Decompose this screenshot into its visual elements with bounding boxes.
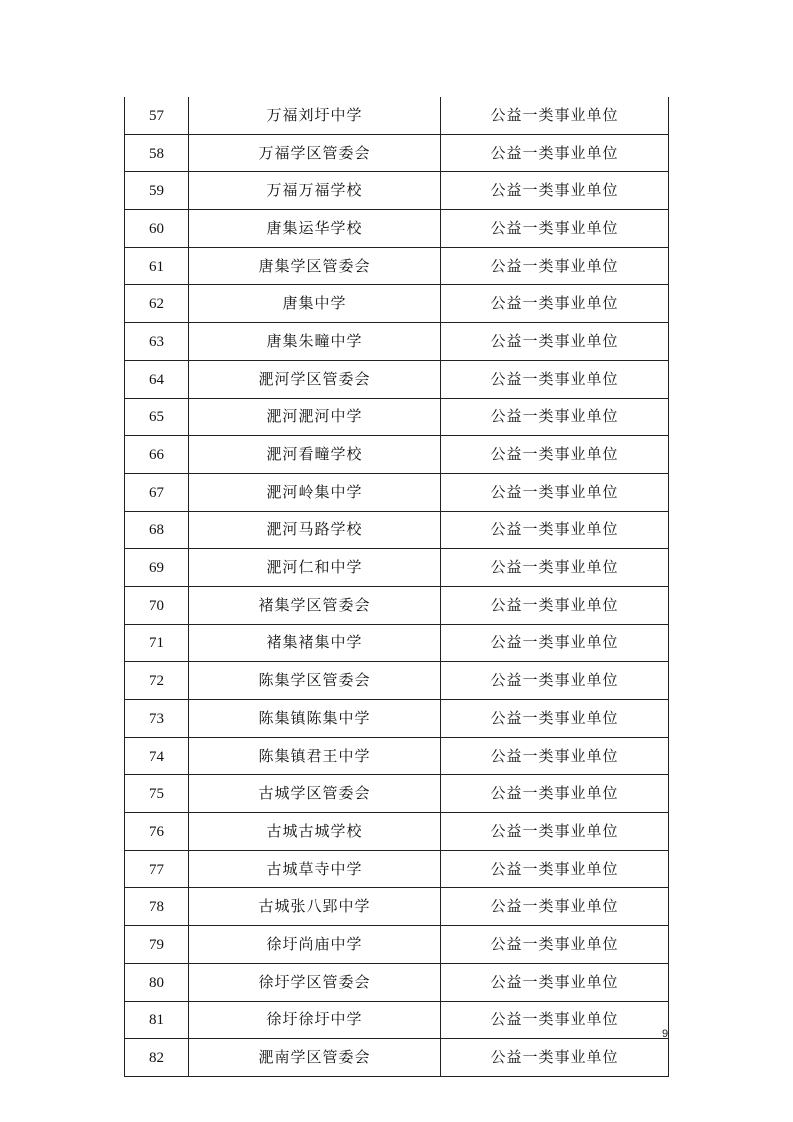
table-row (125, 963, 669, 1001)
unit-category-cell: 公益一类事业单位 (441, 511, 669, 549)
row-number-cell: 57 (125, 97, 189, 134)
unit-name-cell: 淝河马路学校 (189, 511, 441, 549)
unit-name-cell: 古城张八郢中学 (189, 888, 441, 926)
row-number-cell: 79 (125, 926, 189, 964)
row-number-cell: 62 (125, 285, 189, 323)
unit-category-cell: 公益一类事业单位 (441, 210, 669, 248)
row-number-cell: 75 (125, 775, 189, 813)
unit-name-cell: 淝河岭集中学 (189, 473, 441, 511)
row-number-cell: 74 (125, 737, 189, 775)
row-number-cell: 65 (125, 398, 189, 436)
row-number-cell: 68 (125, 511, 189, 549)
unit-name-cell: 陈集学区管委会 (189, 662, 441, 700)
table-row (125, 473, 669, 511)
unit-name-cell: 万福刘圩中学 (189, 97, 441, 134)
unit-name-cell: 陈集镇陈集中学 (189, 700, 441, 738)
unit-category-cell: 公益一类事业单位 (441, 172, 669, 210)
unit-name-cell: 淝河淝河中学 (189, 398, 441, 436)
row-number-cell: 58 (125, 134, 189, 172)
row-number-cell: 71 (125, 624, 189, 662)
table-row (125, 1001, 669, 1039)
unit-name-cell: 褚集褚集中学 (189, 624, 441, 662)
row-number-cell: 66 (125, 436, 189, 474)
row-number-cell: 72 (125, 662, 189, 700)
table-row (125, 172, 669, 210)
table-row (125, 360, 669, 398)
unit-category-cell: 公益一类事业单位 (441, 360, 669, 398)
table-row (125, 323, 669, 361)
table-row (125, 700, 669, 738)
table-row (125, 436, 669, 474)
table-row (125, 549, 669, 587)
table-row (125, 737, 669, 775)
row-number-cell: 61 (125, 247, 189, 285)
table-row (125, 1039, 669, 1077)
unit-name-cell: 淝南学区管委会 (189, 1039, 441, 1077)
unit-name-cell: 万福学区管委会 (189, 134, 441, 172)
table-row (125, 586, 669, 624)
row-number-cell: 76 (125, 813, 189, 851)
unit-name-cell: 唐集运华学校 (189, 210, 441, 248)
unit-category-cell: 公益一类事业单位 (441, 775, 669, 813)
unit-category-cell: 公益一类事业单位 (441, 624, 669, 662)
table-row (125, 247, 669, 285)
unit-name-cell: 唐集中学 (189, 285, 441, 323)
institution-table (124, 97, 669, 1077)
row-number-cell: 80 (125, 963, 189, 1001)
unit-name-cell: 淝河学区管委会 (189, 360, 441, 398)
unit-name-cell: 古城学区管委会 (189, 775, 441, 813)
table-row (125, 813, 669, 851)
table-row (125, 888, 669, 926)
table-row (125, 285, 669, 323)
row-number-cell: 60 (125, 210, 189, 248)
row-number-cell: 78 (125, 888, 189, 926)
unit-name-cell: 徐圩尚庙中学 (189, 926, 441, 964)
row-number-cell: 69 (125, 549, 189, 587)
unit-category-cell: 公益一类事业单位 (441, 473, 669, 511)
unit-category-cell: 公益一类事业单位 (441, 700, 669, 738)
unit-category-cell: 公益一类事业单位 (441, 97, 669, 134)
table-body (125, 97, 669, 1076)
row-number-cell: 67 (125, 473, 189, 511)
unit-category-cell: 公益一类事业单位 (441, 963, 669, 1001)
table-row (125, 398, 669, 436)
row-number-cell: 73 (125, 700, 189, 738)
unit-name-cell: 唐集学区管委会 (189, 247, 441, 285)
unit-category-cell: 公益一类事业单位 (441, 323, 669, 361)
unit-category-cell: 公益一类事业单位 (441, 436, 669, 474)
row-number-cell: 64 (125, 360, 189, 398)
table-row (125, 97, 669, 134)
unit-category-cell: 公益一类事业单位 (441, 813, 669, 851)
table-row (125, 210, 669, 248)
row-number-cell: 82 (125, 1039, 189, 1077)
unit-name-cell: 万福万福学校 (189, 172, 441, 210)
unit-name-cell: 古城古城学校 (189, 813, 441, 851)
unit-category-cell: 公益一类事业单位 (441, 586, 669, 624)
unit-name-cell: 陈集镇君王中学 (189, 737, 441, 775)
table-row (125, 624, 669, 662)
row-number-cell: 77 (125, 850, 189, 888)
unit-category-cell: 公益一类事业单位 (441, 549, 669, 587)
unit-category-cell: 公益一类事业单位 (441, 134, 669, 172)
unit-category-cell: 公益一类事业单位 (441, 662, 669, 700)
row-number-cell: 59 (125, 172, 189, 210)
unit-category-cell: 公益一类事业单位 (441, 247, 669, 285)
unit-name-cell: 淝河看疃学校 (189, 436, 441, 474)
unit-name-cell: 徐圩徐圩中学 (189, 1001, 441, 1039)
unit-category-cell: 公益一类事业单位 (441, 1001, 669, 1039)
unit-category-cell: 公益一类事业单位 (441, 285, 669, 323)
unit-category-cell: 公益一类事业单位 (441, 398, 669, 436)
table-row (125, 850, 669, 888)
table-row (125, 775, 669, 813)
table-row (125, 662, 669, 700)
row-number-cell: 81 (125, 1001, 189, 1039)
unit-category-cell: 公益一类事业单位 (441, 737, 669, 775)
unit-category-cell: 公益一类事业单位 (441, 926, 669, 964)
row-number-cell: 63 (125, 323, 189, 361)
table-row (125, 926, 669, 964)
unit-name-cell: 古城草寺中学 (189, 850, 441, 888)
table-row (125, 134, 669, 172)
unit-name-cell: 唐集朱疃中学 (189, 323, 441, 361)
unit-name-cell: 褚集学区管委会 (189, 586, 441, 624)
unit-category-cell: 公益一类事业单位 (441, 888, 669, 926)
row-number-cell: 70 (125, 586, 189, 624)
unit-name-cell: 徐圩学区管委会 (189, 963, 441, 1001)
unit-category-cell: 公益一类事业单位 (441, 1039, 669, 1077)
unit-category-cell: 公益一类事业单位 (441, 850, 669, 888)
page-number: 9 (662, 1028, 669, 1040)
institution-table-container (124, 97, 668, 1077)
table-row (125, 511, 669, 549)
unit-name-cell: 淝河仁和中学 (189, 549, 441, 587)
